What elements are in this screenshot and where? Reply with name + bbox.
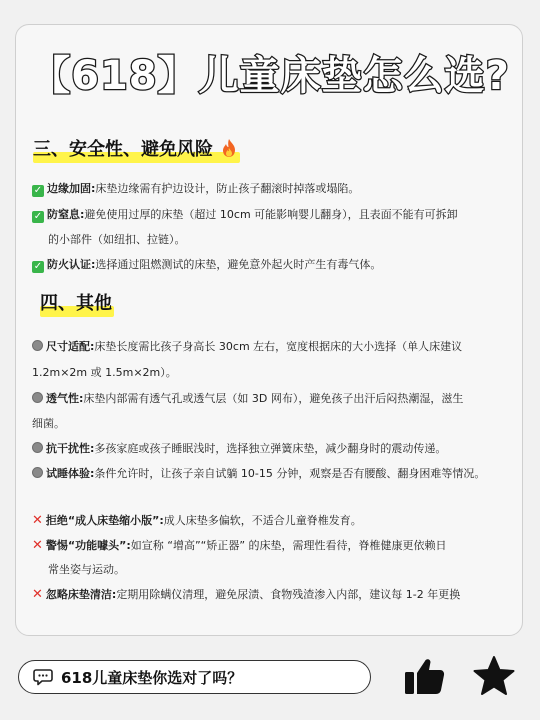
- page-title: [0, 44, 540, 101]
- check-icon: ✓: [33, 211, 43, 222]
- red-cross-icon: ✕: [32, 513, 43, 528]
- chat-bubble-icon: [33, 668, 53, 686]
- list-item: 透气性:床垫内部需有透气孔或透气层（如 3D 网布），避免孩子出汗后闷热潮湿，滋生: [32, 390, 463, 406]
- section-3-heading: 三、安全性、避免风险: [33, 135, 238, 161]
- red-cross-icon: ✕: [32, 538, 43, 553]
- check-icon: ✓: [33, 185, 43, 196]
- list-item: 试睡体验:条件允许时，让孩子亲自试躺 10-15 分钟，观察是否有腰酸、翻身困难等情况。: [32, 465, 485, 481]
- warning-item: ✕ 忽略床垫清洁:定期用除螨仪清理，避免尿渍、食物残渣渗入内部，建议每 1-2 年更换: [32, 587, 461, 602]
- gray-dot-icon: [32, 392, 43, 403]
- list-item-continuation: 1.2m×2m 或 1.5m×2m）。: [32, 366, 177, 379]
- title-main: 儿童床垫怎么选?: [198, 53, 510, 99]
- list-item: ✓ 边缘加固:床垫边缘需有护边设计，防止孩子翻滚时掉落或塌陷。: [33, 182, 360, 196]
- comment-input-bar[interactable]: [18, 660, 371, 694]
- star-icon[interactable]: [472, 655, 516, 697]
- check-icon: ✓: [33, 261, 43, 272]
- list-item-continuation: 的小部件（如纽扣、拉链）。: [48, 233, 186, 246]
- warning-item: ✕ 警惕“功能噱头”:如宣称 “增高”“矫正器” 的床垫，需理性看待，脊椎健康更依赖日: [32, 538, 447, 553]
- red-cross-icon: ✕: [32, 587, 43, 602]
- thumbs-up-icon[interactable]: [403, 655, 447, 697]
- gray-dot-icon: [32, 467, 43, 478]
- list-item: 抗干扰性:多孩家庭或孩子睡眠浅时，选择独立弹簧床垫，减少翻身时的震动传递。: [32, 440, 446, 456]
- list-item: ✓ 防火认证:选择通过阻燃测试的床垫，避免意外起火时产生有毒气体。: [33, 258, 382, 272]
- fire-icon: [220, 138, 238, 158]
- warning-item: ✕ 拒绝“成人床垫缩小版”:成人床垫多偏软，不适合儿童脊椎发育。: [32, 513, 362, 528]
- gray-dot-icon: [32, 442, 43, 453]
- list-item: 尺寸适配:床垫长度需比孩子身高长 30cm 左右，宽度根据床的大小选择（单人床建议: [32, 338, 462, 354]
- list-item-continuation: 细菌。: [32, 417, 65, 430]
- gray-dot-icon: [32, 340, 43, 351]
- title-618: 【618】: [30, 53, 199, 99]
- list-item: ✓ 防窒息:避免使用过厚的床垫（超过 10cm 可能影响婴儿翻身），且表面不能有可拆卸: [33, 208, 458, 222]
- comment-prompt: 618儿童床垫你选对了吗？: [61, 669, 243, 687]
- section-4-heading: 四、其他: [40, 289, 112, 315]
- warning-item-continuation: 常坐姿与运动。: [48, 563, 125, 576]
